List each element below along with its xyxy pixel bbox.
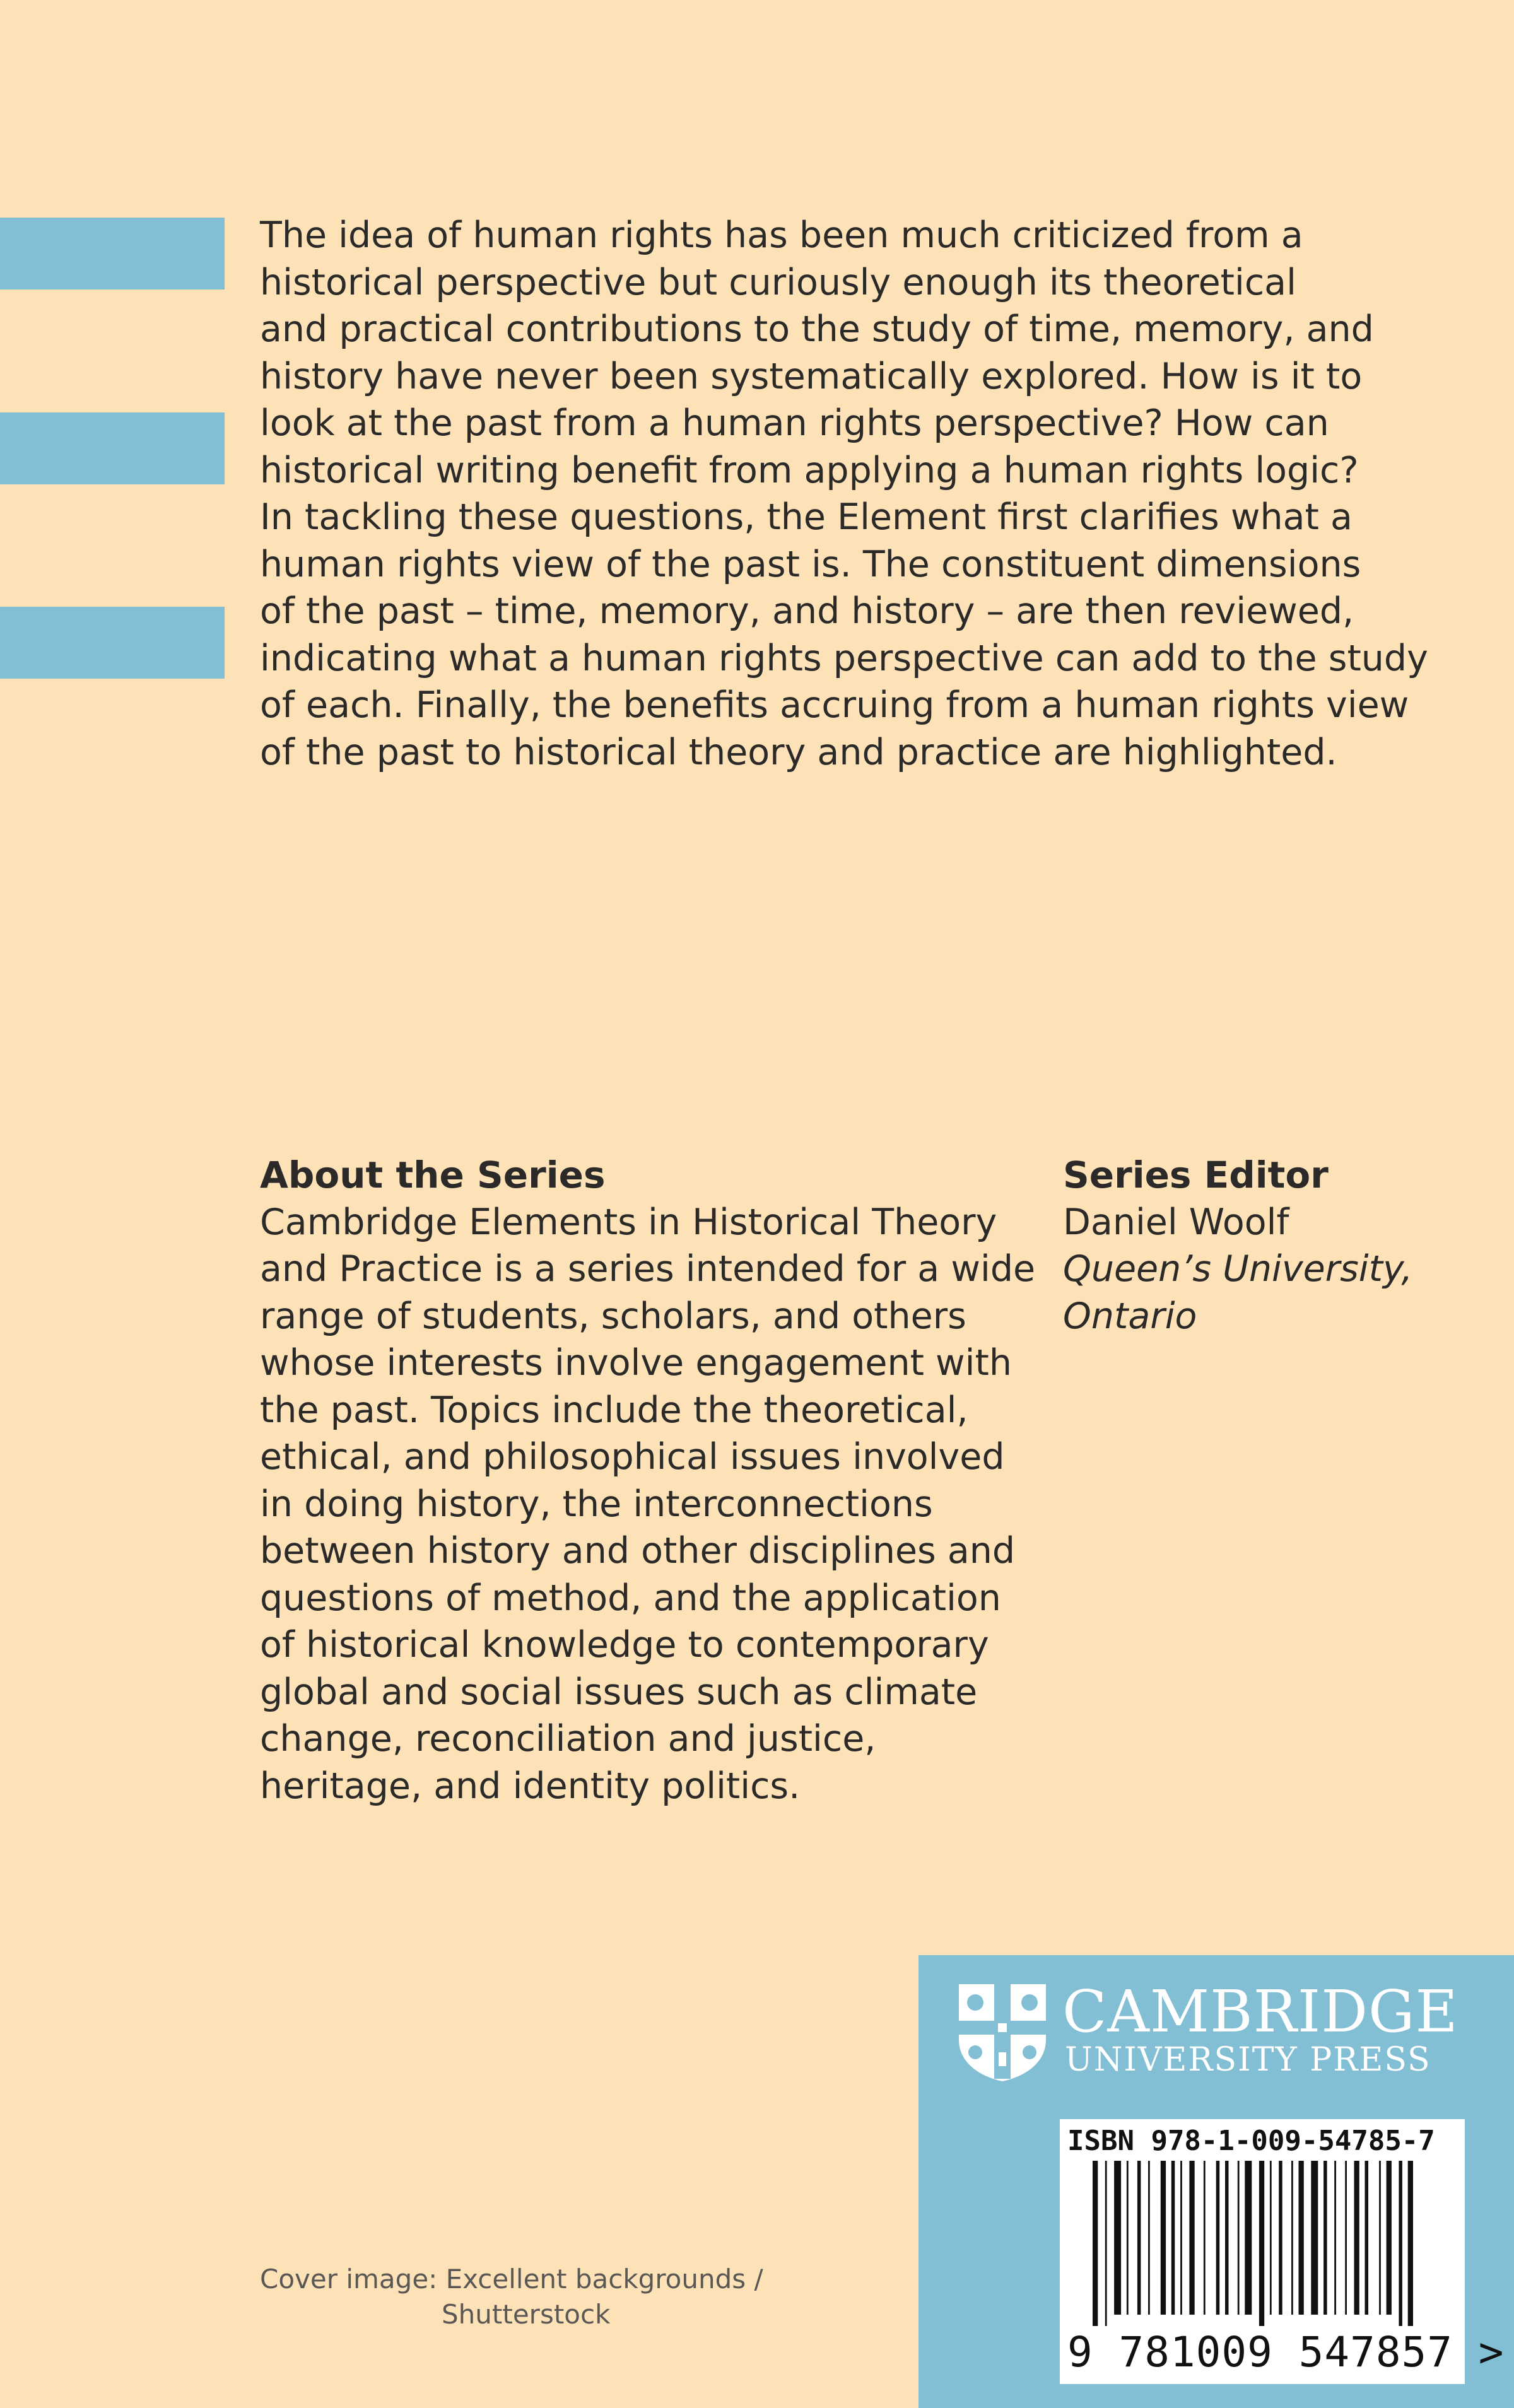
decorative-stripe <box>0 412 225 484</box>
cover-image-credit <box>260 2262 765 2332</box>
about-series-line: global and social issues such as climate <box>260 1671 978 1713</box>
about-series-line: ethical, and philosophical issues involved <box>260 1436 1005 1478</box>
blurb-line: indicating what a human rights perspective can add to the study <box>260 637 1428 679</box>
credit-line: Shutterstock <box>442 2299 611 2330</box>
book-blurb <box>260 212 1446 776</box>
blurb-line: historical writing benefit from applying a human rights logic? <box>260 449 1359 491</box>
barcode-digits: 9 781009 547857 > <box>1067 2328 1505 2376</box>
blurb-line: history have never been systematically explored. How is it to <box>260 355 1363 397</box>
isbn-label: ISBN 978-1-009-54785-7 <box>1067 2125 1435 2157</box>
blurb-line: human rights view of the past is. The constituent dimensions <box>260 543 1361 585</box>
decorative-stripe <box>0 607 225 679</box>
isbn-barcode <box>1060 2119 1505 2384</box>
barcode-bars <box>1067 2161 1457 2326</box>
credit-line: Cover image: Excellent backgrounds / <box>260 2264 763 2294</box>
about-series-line: heritage, and identity politics. <box>260 1765 801 1807</box>
series-editor-affiliation: Queen’s University, <box>1063 1248 1413 1290</box>
about-series-line: the past. Topics include the theoretical, <box>260 1389 968 1431</box>
about-series-line: between history and other disciplines and <box>260 1530 1016 1572</box>
blurb-line: look at the past from a human rights perspective? How can <box>260 402 1329 444</box>
about-series-line: questions of method, and the application <box>260 1577 1001 1619</box>
blurb-line: of the past – time, memory, and history – are then reviewed, <box>260 590 1354 632</box>
blurb-line: In tackling these questions, the Element first clarifies what a <box>260 496 1353 538</box>
about-series-line: in doing history, the interconnections <box>260 1483 933 1525</box>
about-series-line: of historical knowledge to contemporary <box>260 1624 989 1666</box>
publisher-panel <box>918 1955 1514 2408</box>
about-the-series <box>260 1152 1042 1809</box>
blurb-line: and practical contributions to the study of time, memory, and <box>260 308 1374 350</box>
cambridge-crest-icon <box>956 1982 1048 2083</box>
about-series-line: and Practice is a series intended for a wide <box>260 1248 1036 1290</box>
about-series-heading: About the Series <box>260 1154 606 1196</box>
decorative-stripe <box>0 218 225 289</box>
blurb-line: The idea of human rights has been much criticized from a <box>260 214 1303 256</box>
publisher-name: CAMBRIDGE <box>1062 1978 1458 2045</box>
series-editor-affiliation: Ontario <box>1063 1295 1197 1337</box>
series-editor-name: Daniel Woolf <box>1063 1201 1289 1243</box>
about-series-line: whose interests involve engagement with <box>260 1342 1012 1384</box>
blurb-line: historical perspective but curiously enough its theoretical <box>260 261 1296 303</box>
about-series-line: change, reconciliation and justice, <box>260 1718 876 1760</box>
series-editor-heading: Series Editor <box>1063 1154 1329 1196</box>
about-series-line: Cambridge Elements in Historical Theory <box>260 1201 997 1243</box>
about-series-line: range of students, scholars, and others <box>260 1295 966 1337</box>
blurb-line: of the past to historical theory and practice are highlighted. <box>260 731 1337 773</box>
publisher-subname: UNIVERSITY PRESS <box>1065 2041 1431 2079</box>
blurb-line: of each. Finally, the benefits accruing from a human rights view <box>260 684 1409 726</box>
series-editor <box>1063 1152 1467 1340</box>
